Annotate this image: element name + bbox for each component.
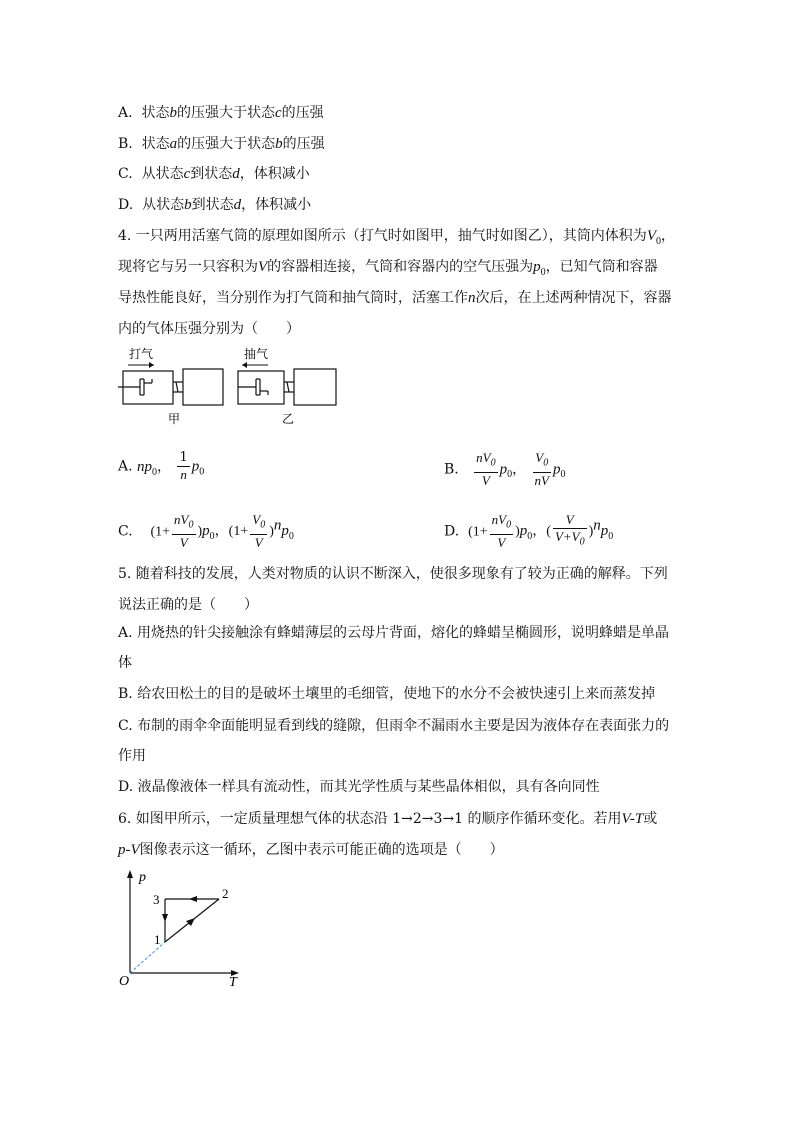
q4-stem-line-1: 4. 一只两用活塞气筒的原理如图所示（打气时如图甲，抽气时如图乙），其筒内体积为$V_0$，: [118, 228, 675, 247]
q5-stem-line-1: 5. 随着科技的发展，人类对物质的认识不断深入，使很多现象有了较为正确的解释。下列: [118, 566, 668, 582]
pump-jia: [118, 369, 223, 405]
arrow-right-head: [149, 362, 154, 368]
fig-caption-yi: 乙: [282, 412, 295, 426]
q5-stem-line-2: 说法正确的是（ ）: [118, 597, 258, 613]
q3-option-d: D. 从状态b到状态d，体积减小: [118, 197, 312, 213]
q4-option-d: D. (1+ $\frac{nV_0}{V}$ )$p_0$，( $\frac{V}{V+V_0}$ )$^np_0$: [444, 512, 614, 550]
q4-option-a: A. $np_0$， $\frac{1}{n}$ $p_0$: [118, 450, 205, 482]
q5-option-a-line-2: 体: [118, 655, 132, 671]
q5-option-c-line-1: C. 布制的雨伞伞面能明显看到线的缝隙，但雨伞不漏雨水主要是因为液体存在表面张力的: [118, 718, 670, 734]
pump-yi: [238, 369, 336, 405]
point-3-label: 3: [153, 892, 160, 907]
q6-stem-line-2: p-V图像表示这一循环，乙图中表示可能正确的选项是（ ）: [118, 842, 504, 858]
arrow-left-head: [242, 362, 247, 368]
fig-caption-jia: 甲: [168, 412, 181, 426]
q6-pt-graph: [115, 868, 245, 988]
q4-option-c: C. (1+ $\frac{nV_0}{V}$ )$p_0$，(1+ $\frac{V_0}{V}$ )$^np_0$: [118, 512, 294, 550]
y-axis-label: p: [139, 870, 146, 885]
q5-option-c-line-2: 作用: [118, 748, 146, 764]
q3-option-a: A. 状态b的压强大于状态c的压强: [118, 105, 324, 121]
point-1-label: 1: [154, 932, 161, 947]
q4-stem-line-3: 导热性能良好，当分别作为打气筒和抽气筒时，活塞工作n次后，在上述两种情况下，容器: [118, 290, 672, 306]
q3-option-b: B. 状态a的压强大于状态b的压强: [118, 136, 325, 152]
q4-stem-line-4: 内的气体压强分别为（ ）: [118, 321, 300, 337]
y-axis-arrow-icon: [127, 870, 133, 878]
origin-label: O: [119, 974, 130, 988]
point-2-label: 2: [222, 886, 229, 901]
q6-stem-line-1: 6. 如图甲所示，一定质量理想气体的状态沿 1→2→3→1 的顺序作循环变化。若用V-T或: [118, 811, 658, 827]
arrow-2-3-icon: [189, 896, 197, 902]
fig-label-inflate: 打气: [129, 347, 154, 361]
q5-option-a-line-1: A. 用烧热的针尖接触涂有蜂蜡薄层的云母片背面，熔化的蜂蜡呈椭圆形，说明蜂蜡是单晶: [118, 625, 670, 641]
arrow-3-1-icon: [162, 914, 168, 922]
q4-option-b: B. $\frac{nV_0}{V}$ $p_0$， $\frac{V_0}{nV}$ $p_0$: [444, 450, 566, 488]
q5-option-b: B. 给农田松土的目的是破坏土壤里的毛细管，使地下的水分不会被快速引上来而蒸发掉: [118, 686, 656, 702]
q5-option-d: D. 液晶像液体一样具有流动性，而其光学性质与某些晶体相似，具有各向同性: [118, 779, 600, 795]
q4-pump-figure: [118, 345, 348, 430]
x-axis-label: T: [229, 975, 237, 988]
q4-stem-line-2: 现将它与另一只容积为V的容器相连接，气筒和容器内的空气压强为$p_0$，已知气筒和容器: [118, 259, 658, 278]
q3-option-c: C. 从状态c到状态d，体积减小: [118, 166, 310, 182]
fig-label-deflate: 抽气: [244, 347, 269, 361]
